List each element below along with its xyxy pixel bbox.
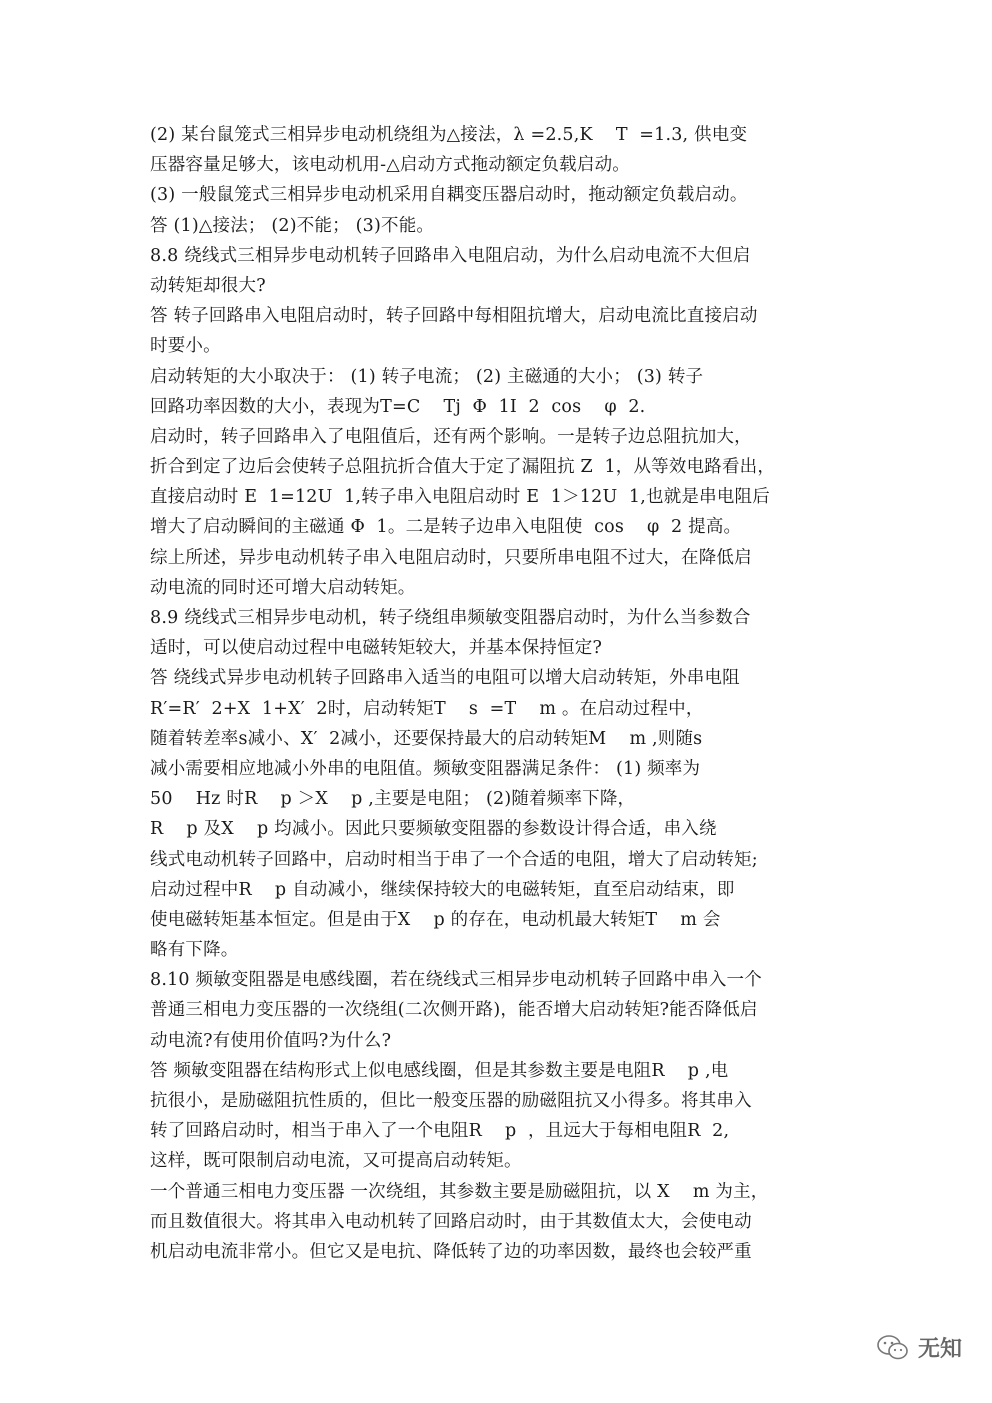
text-line: 这样，既可限制启动电流，又可提高启动转矩。	[150, 1151, 522, 1172]
text-line: 动转矩却很大?	[150, 275, 266, 296]
text-line: 8.9 绕线式三相异步电动机，转子绕组串频敏变阻器启动时，为什么当参数合	[150, 608, 751, 628]
text-line: 使电磁转矩基本恒定。但是由于X p 的存在，电动机最大转矩T m 会	[150, 909, 721, 930]
text-line: 抗很小，是励磁阻抗性质的，但比一般变压器的励磁阻抗又小得多。将其串入	[150, 1091, 752, 1111]
watermark-text: 无知	[917, 1337, 962, 1362]
text-line: 机启动电流非常小。但它又是电抗、降低转了边的功率因数，最终也会较严重	[150, 1241, 752, 1262]
text-line: 启动转矩的大小取决于： (1) 转子电流； (2) 主磁通的大小； (3) 转子	[150, 366, 704, 387]
text-line: 适时，可以使启动过程中电磁转矩较大，并基本保持恒定?	[150, 638, 603, 659]
text-line: 50 Hz 时R p ＞X p ,主要是电阻； (2)随着频率下降，	[150, 789, 636, 810]
text-line: 8.8 绕线式三相异步电动机转子回路串入电阻启动，为什么启动电流不大但启	[150, 245, 751, 266]
text-line: 启动时，转子回路串入了电阻值后，还有两个影响。一是转子边总阻抗加大，	[150, 426, 752, 447]
text-line: 答 频敏变阻器在结构形式上似电感线圈，但是其参数主要是电阻R p ,电	[150, 1060, 729, 1081]
text-line: 普通三相电力变压器的一次绕组(二次侧开路)，能否增大启动转矩?能否降低启	[150, 1000, 758, 1021]
text-line: 而且数值很大。将其串入电动机转了回路启动时，由于其数值太大，会使电动	[150, 1211, 752, 1232]
text-line: 直接启动时 E 1=12U 1,转子串入电阻启动时 E 1＞12U 1,也就是串电阻后	[150, 487, 770, 508]
document-page	[150, 120, 870, 1267]
text-line: 动电流?有使用价值吗?为什么?	[150, 1030, 392, 1051]
text-line: 回路功率因数的大小，表现为T=C Tj Φ 1I 2 cos φ 2.	[150, 396, 646, 417]
text-line: R p 及X p 均减小。因此只要频敏变阻器的参数设计得合适，串入绕	[150, 819, 717, 840]
text-line: 答 (1)△接法； (2)不能； (3)不能。	[150, 215, 435, 236]
text-line: 启动过程中R p 自动减小，继续保持较大的电磁转矩，直至启动结束，即	[150, 879, 735, 900]
text-line: 略有下降。	[150, 940, 239, 961]
text-line: (3) 一般鼠笼式三相异步电动机采用自耦变压器启动时，拖动额定负载启动。	[150, 185, 748, 206]
text-line: 综上所述，异步电动机转子串入电阻启动时，只要所串电阻不过大，在降低启	[150, 547, 752, 568]
text-line: 动电流的同时还可增大启动转矩。	[150, 577, 416, 598]
text-line: 转了回路启动时，相当于串入了一个电阻R p ，且远大于每相电阻R 2,	[150, 1121, 730, 1142]
watermark	[876, 1332, 962, 1363]
text-line: R′=R′ 2+X 1+X′ 2时，启动转矩T s =T m 。在启动过程中，	[150, 698, 704, 719]
text-line: 8.10 频敏变阻器是电感线圈，若在绕线式三相异步电动机转子回路中串入一个	[150, 970, 762, 991]
text-line: 随着转差率s减小、X′ 2减小，还要保持最大的启动转矩M m ,则随s	[150, 728, 703, 749]
text-line: 答 转子回路串入电阻启动时，转子回路中每相阻抗增大，启动电流比直接启动	[150, 306, 758, 327]
wechat-icon	[876, 1334, 910, 1362]
text-line: 减小需要相应地减小外串的电阻值。频敏变阻器满足条件： (1) 频率为	[150, 758, 701, 779]
text-line: 线式电动机转子回路中，启动时相当于串了一个合适的电阻，增大了启动转矩;	[150, 849, 758, 870]
text-line: 增大了启动瞬间的主磁通 Φ 1。二是转子边串入电阻使 cos φ 2 提高。	[150, 517, 742, 538]
text-line: 答 绕线式异步电动机转子回路串入适当的电阻可以增大启动转矩，外串电阻	[150, 668, 740, 689]
text-line: 折合到定了边后会使转子总阻抗折合值大于定了漏阻抗 Z 1，从等效电路看出，	[150, 457, 776, 478]
text-line: 时要小。	[150, 336, 221, 357]
text-line: 压器容量足够大，该电动机用-△启动方式拖动额定负载启动。	[150, 155, 630, 176]
text-line: 一个普通三相电力变压器 一次绕组，其参数主要是励磁阻抗，以 X m 为主，	[150, 1181, 769, 1202]
text-line: (2) 某台鼠笼式三相异步电动机绕组为△接法，λ =2.5,K T =1.3, 供电变	[150, 125, 748, 145]
